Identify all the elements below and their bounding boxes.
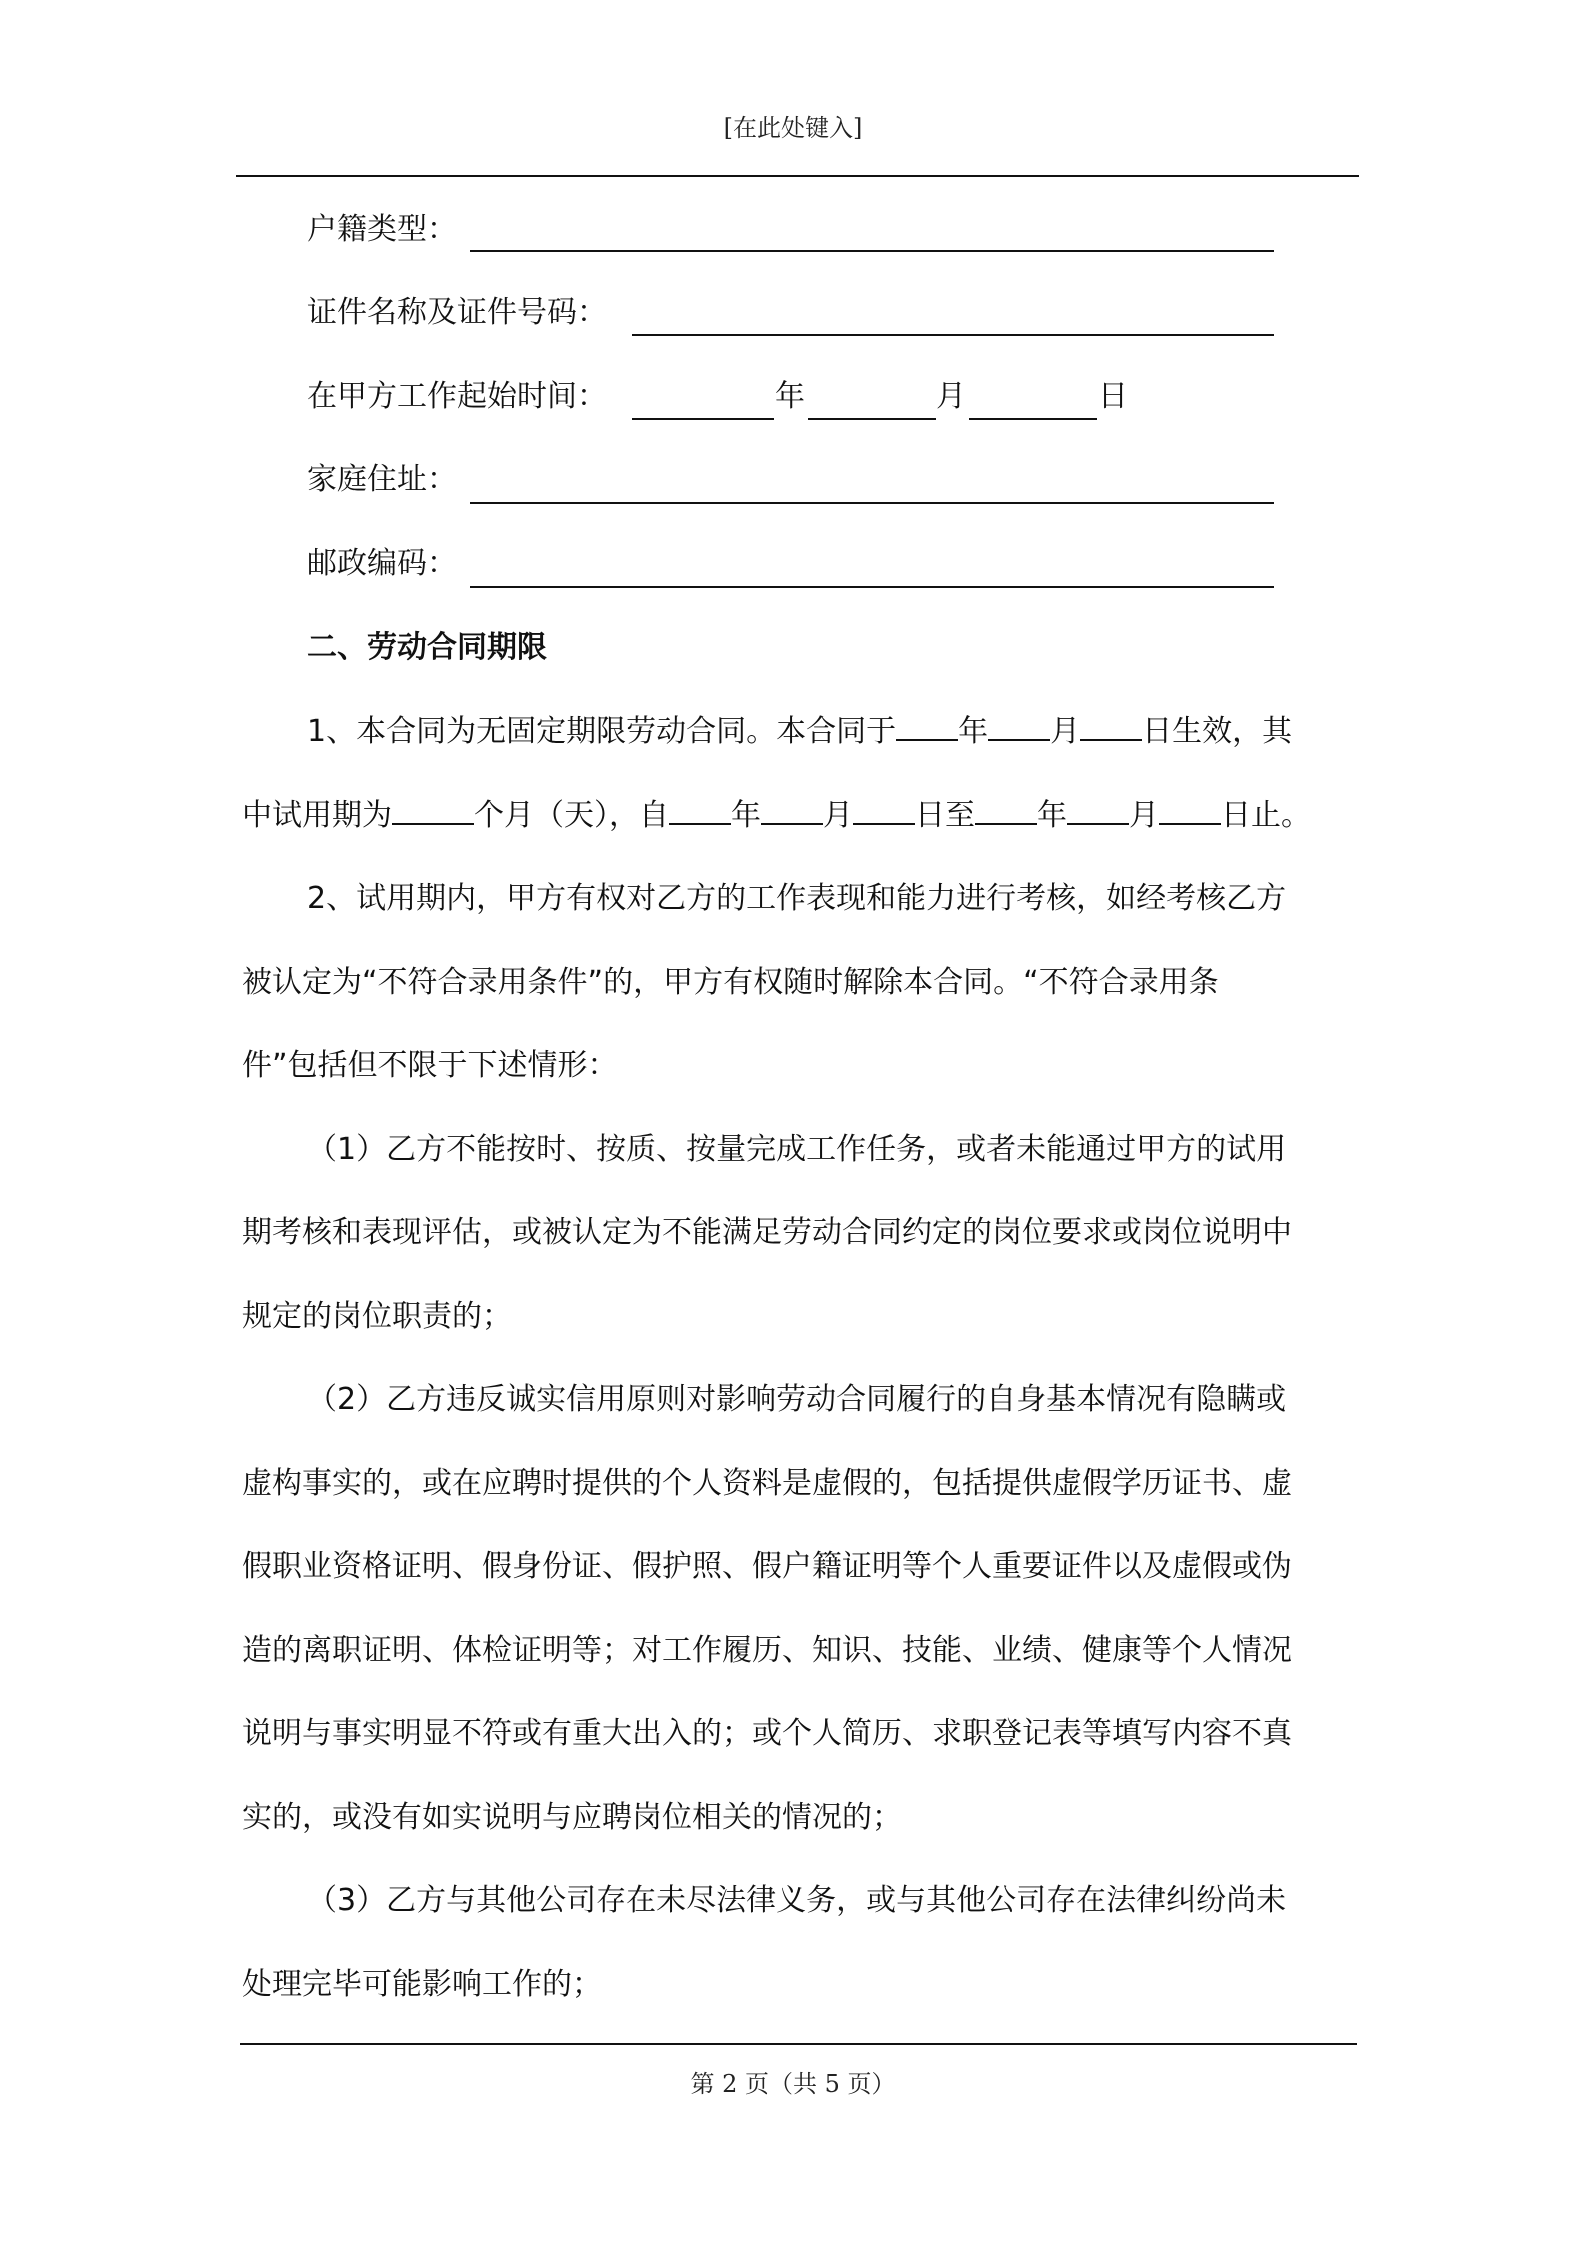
p1-text-a: 1、本合同为无固定期限劳动合同。本合同于 (307, 714, 897, 749)
p1-year2: 年 (731, 798, 761, 833)
hukou-blank[interactable] (470, 250, 1274, 252)
start-year-blank[interactable] (632, 418, 774, 420)
p1-from-year-blank[interactable] (669, 822, 731, 825)
item-1-line-3: 规定的岗位职责的； (242, 1299, 512, 1334)
paragraph-1-line-2 (242, 788, 1311, 844)
p1-from-month-blank[interactable] (761, 822, 823, 825)
footer-divider (240, 2043, 1357, 2045)
p1-probation-blank[interactable] (392, 822, 474, 825)
start-month-label: 月 (936, 379, 966, 414)
item-1-line-2: 期考核和表现评估，或被认定为不能满足劳动合同约定的岗位要求或岗位说明中 (242, 1215, 1292, 1250)
item-2-line-5: 说明与事实明显不符或有重大出入的；或个人简历、求职登记表等填写内容不真 (242, 1716, 1292, 1751)
start-day-label: 日 (1098, 379, 1128, 414)
paragraph-1-line-1 (307, 704, 1292, 760)
paragraph-2-line-2: 被认定为“不符合录用条件”的，甲方有权随时解除本合同。“不符合录用条 (242, 965, 1219, 1000)
p1-to-day-blank[interactable] (1159, 822, 1221, 825)
start-month-blank[interactable] (808, 418, 936, 420)
id-blank[interactable] (632, 334, 1274, 336)
paragraph-2-line-1: 2、试用期内，甲方有权对乙方的工作表现和能力进行考核，如经考核乙方 (307, 881, 1287, 916)
postcode-blank[interactable] (470, 586, 1274, 588)
item-2-line-4: 造的离职证明、体检证明等；对工作履历、知识、技能、业绩、健康等个人情况 (242, 1633, 1292, 1668)
item-2-line-2: 虚构事实的，或在应聘时提供的个人资料是虚假的，包括提供虚假学历证书、虚 (242, 1466, 1292, 1501)
p1-year-blank[interactable] (896, 738, 958, 741)
item-2-line-1: （2）乙方违反诚实信用原则对影响劳动合同履行的自身基本情况有隐瞒或 (307, 1382, 1287, 1417)
item-3-line-1: （3）乙方与其他公司存在未尽法律义务，或与其他公司存在法律纠纷尚未 (307, 1883, 1287, 1918)
p1-text-e: 个月（天），自 (474, 798, 669, 833)
address-blank[interactable] (470, 502, 1274, 504)
p1-month: 月 (1050, 714, 1081, 749)
p1-to-year-blank[interactable] (975, 822, 1037, 825)
p1-from-day-blank[interactable] (853, 822, 915, 825)
p1-text-f: 日至 (915, 798, 975, 833)
p1-text-c: 日生效，其 (1142, 714, 1293, 749)
start-year-label: 年 (775, 379, 805, 414)
hukou-label: 户籍类型： (307, 212, 457, 247)
section-heading: 二、劳动合同期限 (307, 630, 547, 665)
paragraph-2-line-3: 件”包括但不限于下述情形： (242, 1048, 618, 1083)
item-3-line-2: 处理完毕可能影响工作的； (242, 1967, 602, 2002)
item-2-line-6: 实的，或没有如实说明与应聘岗位相关的情况的； (242, 1800, 902, 1835)
p1-month3: 月 (1129, 798, 1159, 833)
p1-to-month-blank[interactable] (1067, 822, 1129, 825)
p1-month2: 月 (823, 798, 853, 833)
page-header: [在此处键入] (723, 114, 863, 142)
p1-text-g: 日止。 (1221, 798, 1311, 833)
start-date-label: 在甲方工作起始时间： (307, 379, 607, 414)
p1-year: 年 (958, 714, 989, 749)
address-label: 家庭住址： (307, 462, 457, 497)
page-footer: 第 2 页（共 5 页） (690, 2070, 896, 2098)
id-label: 证件名称及证件号码： (307, 295, 607, 330)
p1-month-blank[interactable] (988, 738, 1050, 741)
item-1-line-1: （1）乙方不能按时、按质、按量完成工作任务，或者未能通过甲方的试用 (307, 1132, 1287, 1167)
postcode-label: 邮政编码： (307, 546, 457, 581)
item-2-line-3: 假职业资格证明、假身份证、假护照、假户籍证明等个人重要证件以及虚假或伪 (242, 1549, 1292, 1584)
start-day-blank[interactable] (969, 418, 1097, 420)
p1-day-blank[interactable] (1080, 738, 1142, 741)
p1-text-d: 中试用期为 (242, 798, 392, 833)
header-divider (236, 175, 1359, 177)
p1-year3: 年 (1037, 798, 1067, 833)
